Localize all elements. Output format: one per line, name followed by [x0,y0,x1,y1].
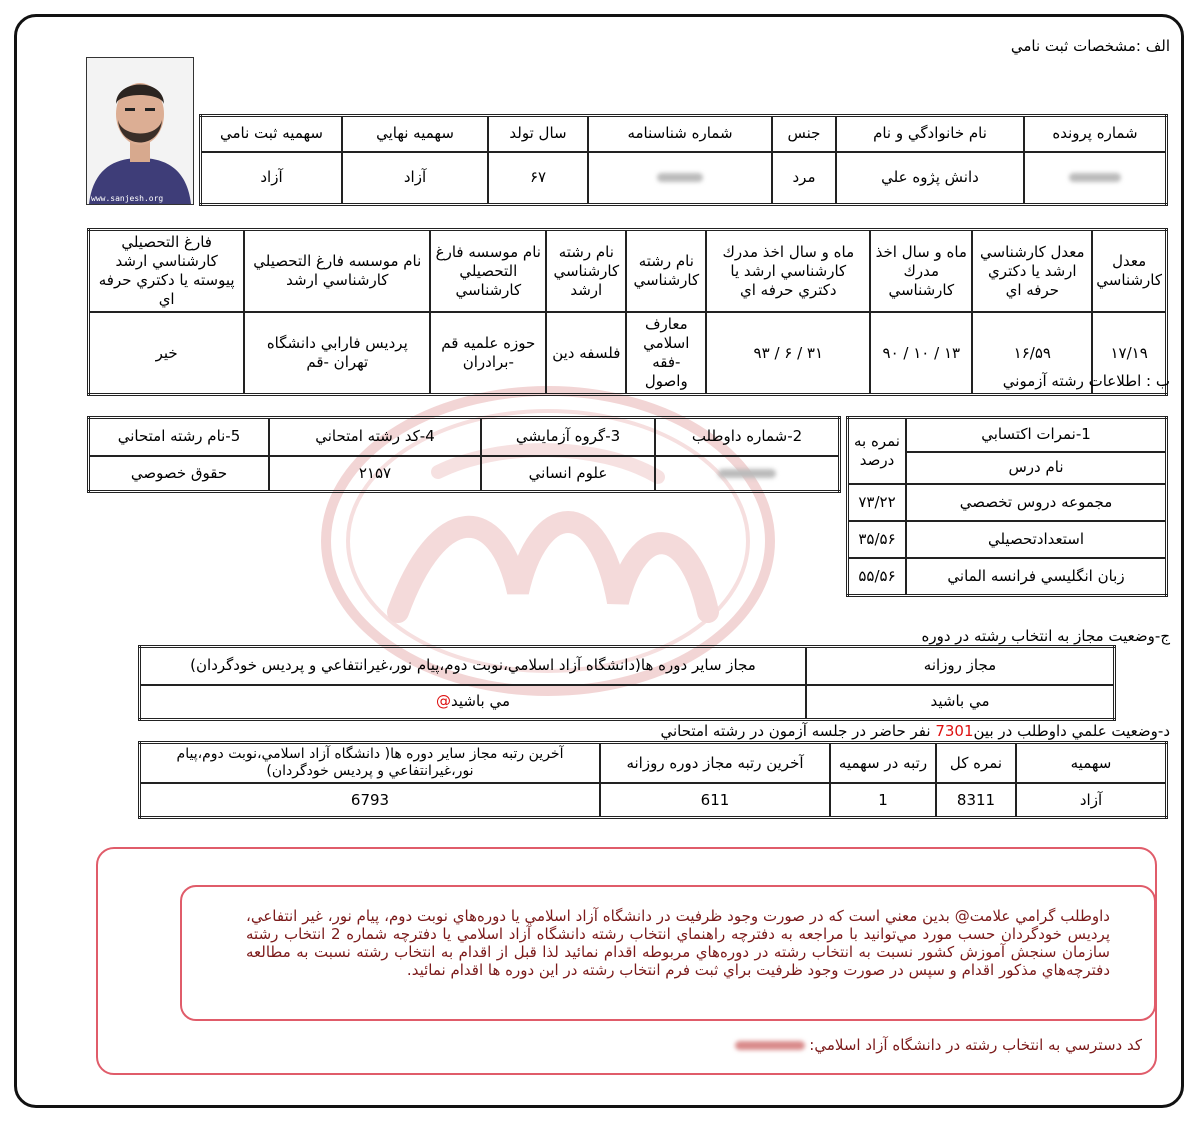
value-bachelor-date: ۱۳ / ۱۰ / ۹۰ [870,312,972,395]
header-candidate-number: 2-شماره داوطلب [655,418,840,456]
value-master-field: فلسفه دين [546,312,626,395]
value-gender: مرد [772,152,836,205]
value-rank-in-quota: 1 [830,783,936,818]
header-exam-group: 3-گروه آزمايشي [481,418,655,456]
access-code-label: كد دسترسي به انتخاب رشته در دانشگاه آزاد اسلامي: [809,1036,1142,1054]
rank-table [138,741,1168,819]
section-d-title [661,722,1171,740]
exam-info-table [87,416,841,493]
value-birth-year: ۶۷ [488,152,588,205]
header-last-other-rank: آخرين رتبه مجاز ساير دوره ها( دانشگاه آزاد اسلامي،نوبت دوم،پيام نور،غيرانتفاعي و پرديس خودگردان) [140,743,601,784]
header-registered-quota: سهميه ثبت نامي [201,116,343,152]
header-id-number: شماره شناسنامه [588,116,772,152]
header-field-name: 5-نام رشته امتحاني [89,418,270,456]
header-final-quota: سهميه نهايي [342,116,488,152]
score-row-name: زبان انگليسي فرانسه الماني [906,558,1167,596]
header-master-gpa: معدل كارشناسي ارشد يا دكتري حرفه اي [972,230,1092,313]
header-rank-in-quota: رتبه در سهميه [830,743,936,784]
value-master-institute: پرديس فارابي دانشگاه تهران -قم [244,312,430,395]
candidate-photo [86,57,194,205]
education-table [87,228,1168,396]
value-final-quota: آزاد [342,152,488,205]
header-total-score: نمره كل [936,743,1016,784]
value-bachelor-field: معارف اسلامي -فقه واصول [626,312,706,395]
value-last-other-rank: 6793 [140,783,601,818]
value-bachelor-gpa: ۱۷/۱۹ [1092,312,1166,395]
header-file-number: شماره پرونده [1024,116,1167,152]
value-last-daytime-rank: 611 [600,783,830,818]
value-continuous-degree: خير [89,312,245,395]
value-master-date: ۳۱ / ۶ / ۹۳ [706,312,870,395]
header-bachelor-gpa: معدل كارشناسي [1092,230,1166,313]
header-field-code: 4-كد رشته امتحاني [269,418,481,456]
photo-caption: www.sanjesh.org [91,194,164,203]
header-gender: جنس [772,116,836,152]
registration-table [199,114,1168,206]
value-master-gpa: ۱۶/۵۹ [972,312,1092,395]
header-bachelor-field: نام رشته كارشناسي [626,230,706,313]
value-field-name: حقوق خصوصي [89,456,270,492]
section-b-title: ب : اطلاعات رشته آزموني [1002,372,1170,390]
section-a-title: الف :مشخصات ثبت نامي [1010,37,1170,55]
score-row-value: ۷۳/۲۲ [848,484,907,521]
scores-percent-header: نمره به درصد [848,418,907,484]
section-c-title: ج-وضعيت مجاز به انتخاب رشته در دوره [921,627,1170,645]
redacted-access-code [735,1041,805,1050]
value-candidate-number [655,456,840,492]
header-master-field: نام رشته كارشناسي ارشد [546,230,626,313]
admission-status-table [138,645,1116,721]
other-programs-status-text: مي باشيد [450,692,511,711]
redacted-candidate-number [718,469,776,478]
header-continuous-degree: فارغ التحصيلي كارشناسي ارشد پيوسته يا دكتري حرفه اي [89,230,245,313]
value-id-number [588,152,772,205]
header-master-date: ماه و سال اخذ مدرك كارشناسي ارشد يا دكتري حرفه اي [706,230,870,313]
header-name: نام خانوادگي و نام [836,116,1024,152]
value-field-code: ۲۱۵۷ [269,456,481,492]
notice-text: داوطلب گرامي علامت@ بدين معني است كه در صورت وجود ظرفيت در دانشگاه آزاد اسلامي يا دوره‌هاي نوبت دوم، پيام نور، غير انتفاعي، پرديس خودگردان حسب مورد مي‌توانيد با مراجعه به دفترچه راهنماي انتخاب رشته دانشگاه آزاد اسلامي يا دفترچه شماره 2 انتخاب رشته سازمان سنجش آموزش كشور نسبت به انتخاب رشته در دوره‌هاي مربوطه اقدام نمائيد لذا قبل از اقدام به انتخاب رشته نسبت به مطالعه دفترچه‌هاي مذكور اقدام و سپس در صورت وجود ظرفيت براي ثبت فرم انتخاب رشته در اين دوره ها اقدام نمائيد. [180,885,1156,1021]
score-row-name: استعدادتحصيلي [906,521,1167,558]
score-row-value: ۳۵/۵۶ [848,521,907,558]
participant-count: 7301 [935,722,974,740]
value-other-programs-allowed [140,685,807,720]
header-bachelor-institute: نام موسسه فارغ التحصيلي كارشناسي [430,230,546,313]
redacted-id-number [657,173,703,182]
value-total-score: 8311 [936,783,1016,818]
access-code-line [735,1036,1142,1054]
redacted-file-number [1069,173,1121,182]
scores-table [846,416,1168,597]
value-registered-quota: آزاد [201,152,343,205]
header-other-programs-allowed: مجاز ساير دوره ها(دانشگاه آزاد اسلامي،نوبت دوم،پيام نور،غيرانتفاعي و پرديس خودگردان) [140,647,807,685]
score-row-name: مجموعه دروس تخصصي [906,484,1167,521]
header-master-institute: نام موسسه فارغ التحصيلي كارشناسي ارشد [244,230,430,313]
value-quota: آزاد [1016,783,1167,818]
header-quota: سهميه [1016,743,1167,784]
value-daytime-allowed: مي باشيد [806,685,1115,720]
section-d-suffix: نفر حاضر در جلسه آزمون در رشته امتحاني [660,722,931,740]
header-daytime-allowed: مجاز روزانه [806,647,1115,685]
header-birth-year: سال تولد [488,116,588,152]
score-row-value: ۵۵/۵۶ [848,558,907,596]
header-bachelor-date: ماه و سال اخذ مدرك كارشناسي [870,230,972,313]
avatar [87,58,193,204]
header-last-daytime-rank: آخرين رتبه مجاز دوره روزانه [600,743,830,784]
value-exam-group: علوم انساني [481,456,655,492]
section-d-prefix: د-وضعيت علمي داوطلب در بين [973,722,1170,740]
at-mark: @ [435,692,451,711]
value-file-number [1024,152,1167,205]
value-name: دانش پژوه علي [836,152,1024,205]
scores-course-header: نام درس [906,452,1167,484]
value-bachelor-institute: حوزه علميه قم -برادران [430,312,546,395]
scores-title: 1-نمرات اكتسابي [906,418,1167,452]
